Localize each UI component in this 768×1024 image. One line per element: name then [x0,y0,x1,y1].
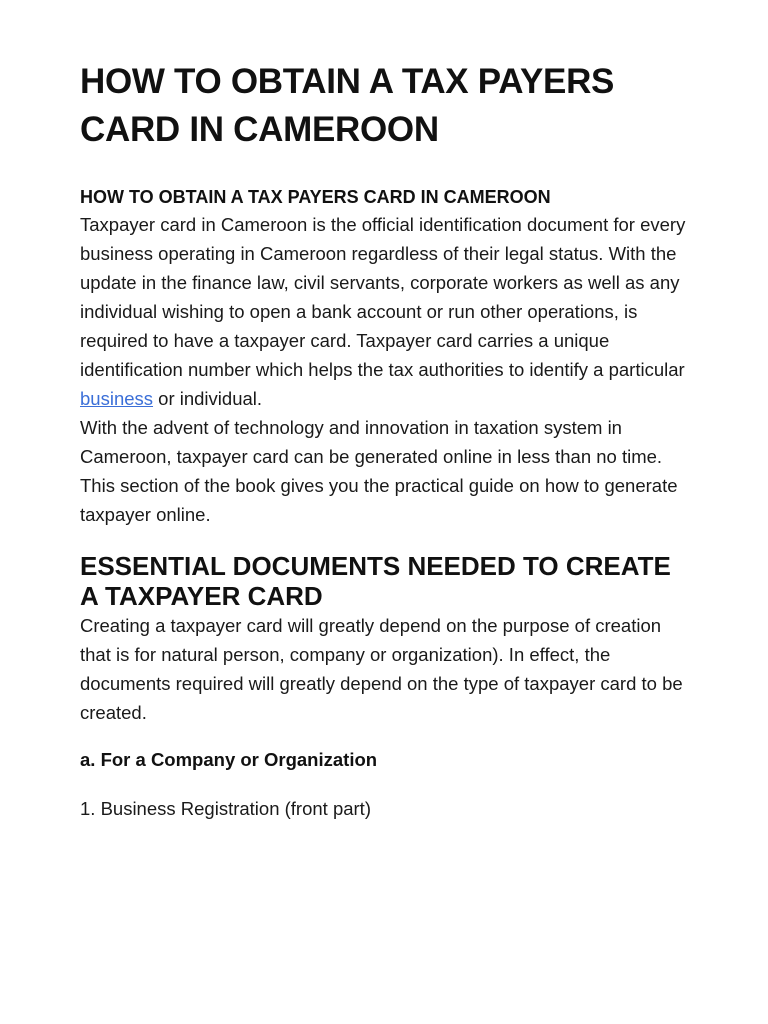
article-subtitle: HOW TO OBTAIN A TAX PAYERS CARD IN CAMEROON [80,187,551,207]
company-subheading: a. For a Company or Organization [80,749,378,770]
intro-text-before-link: Taxpayer card in Cameroon is the official identification document for every business operating in Cameroon regardless of their legal status. With the update in the finance law, civil servants, corporate workers as well as any individual wishing to open a bank account or run other operations, is required to have a taxpayer card. Taxpayer card carries a unique identification number which helps the tax authorities to identify a particular [80,214,686,380]
intro-text-after-link: or individual. [153,388,263,409]
intro-paragraph [80,210,688,413]
documents-paragraph: Creating a taxpayer card will greatly depend on the purpose of creation that is for natural person, company or organization). In effect, the documents required will greatly depend on the type of taxpayer card to be created. [80,615,683,723]
page-title: HOW TO OBTAIN A TAX PAYERS CARD IN CAMEROON [80,62,615,149]
list-item: 1. Business Registration (front part) [80,798,371,819]
business-link[interactable]: business [80,388,154,409]
section-heading-documents: ESSENTIAL DOCUMENTS NEEDED TO CREATE A TAXPAYER CARD [80,551,671,611]
technology-paragraph: With the advent of technology and innovation in taxation system in Cameroon, taxpayer card can be generated online in less than no time. This section of the book gives you the practical guide on how to generate taxpayer online. [80,417,678,525]
